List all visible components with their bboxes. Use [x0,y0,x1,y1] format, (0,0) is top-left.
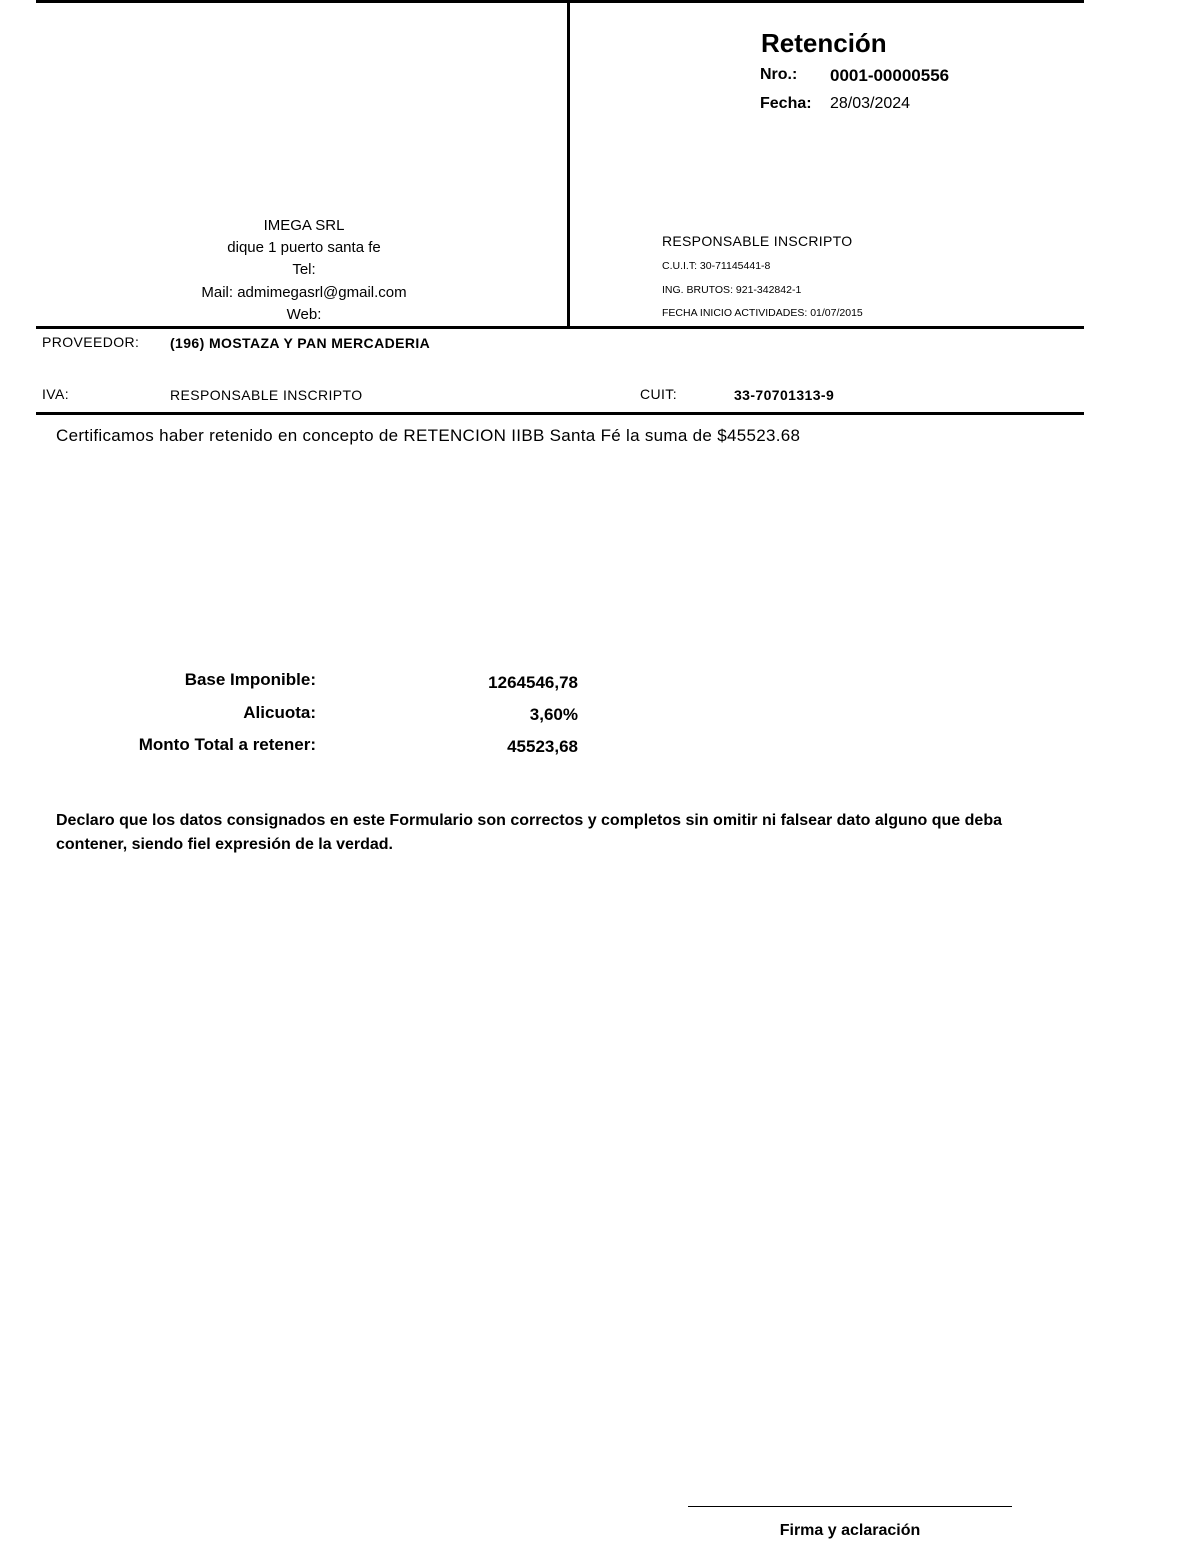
base-label: Base Imponible: [184,670,316,689]
ingresos-brutos: ING. BRUTOS: 921-342842-1 [662,284,802,296]
base-value: 1264546,78 [488,673,578,692]
company-mail: Mail: admimegasrl@gmail.com [201,284,407,301]
proveedor-label: PROVEEDOR: [42,334,140,350]
signature-label: Firma y aclaración [779,1522,921,1539]
company-address: dique 1 puerto santa fe [227,239,381,256]
signature-line [688,1506,1012,1507]
certificate-text: Certificamos haber retenido en concepto de RETENCION IIBB Santa Fé la suma de $45523.68 [56,426,801,445]
number-value: 0001-00000556 [830,66,950,85]
date-label: Fecha: [760,95,812,112]
document-title: Retención [761,28,887,58]
start-date: FECHA INICIO ACTIVIDADES: 01/07/2015 [662,307,863,319]
provider-bottom-border [36,412,1084,415]
company-web: Web: [286,306,322,323]
provider-cuit-value: 33-70701313-9 [734,387,835,403]
header-divider [567,0,570,328]
declaration-line-2: contener, siendo fiel expresión de la verdad. [56,836,393,853]
provider-cuit-label: CUIT: [640,386,677,402]
declaration-line-1: Declaro que los datos consignados en este Formulario son correctos y completos sin omitir ni falsear dato alguno que deba [56,812,1002,829]
number-label: Nro.: [760,66,798,83]
tax-condition: RESPONSABLE INSCRIPTO [662,233,853,249]
proveedor-value: (196) MOSTAZA Y PAN MERCADERIA [170,335,431,351]
iva-label: IVA: [42,386,70,402]
company-name: IMEGA SRL [263,217,345,234]
company-tel: Tel: [292,261,316,278]
header-bottom-border [36,326,1084,329]
monto-value: 45523,68 [507,737,578,756]
monto-label: Monto Total a retener: [138,735,316,754]
company-cuit: C.U.I.T: 30-71145441-8 [662,260,771,272]
date-value: 28/03/2024 [830,95,911,112]
alicuota-label: Alicuota: [243,703,316,722]
top-border [36,0,1084,3]
iva-value: RESPONSABLE INSCRIPTO [170,387,363,403]
alicuota-value: 3,60% [529,705,578,724]
